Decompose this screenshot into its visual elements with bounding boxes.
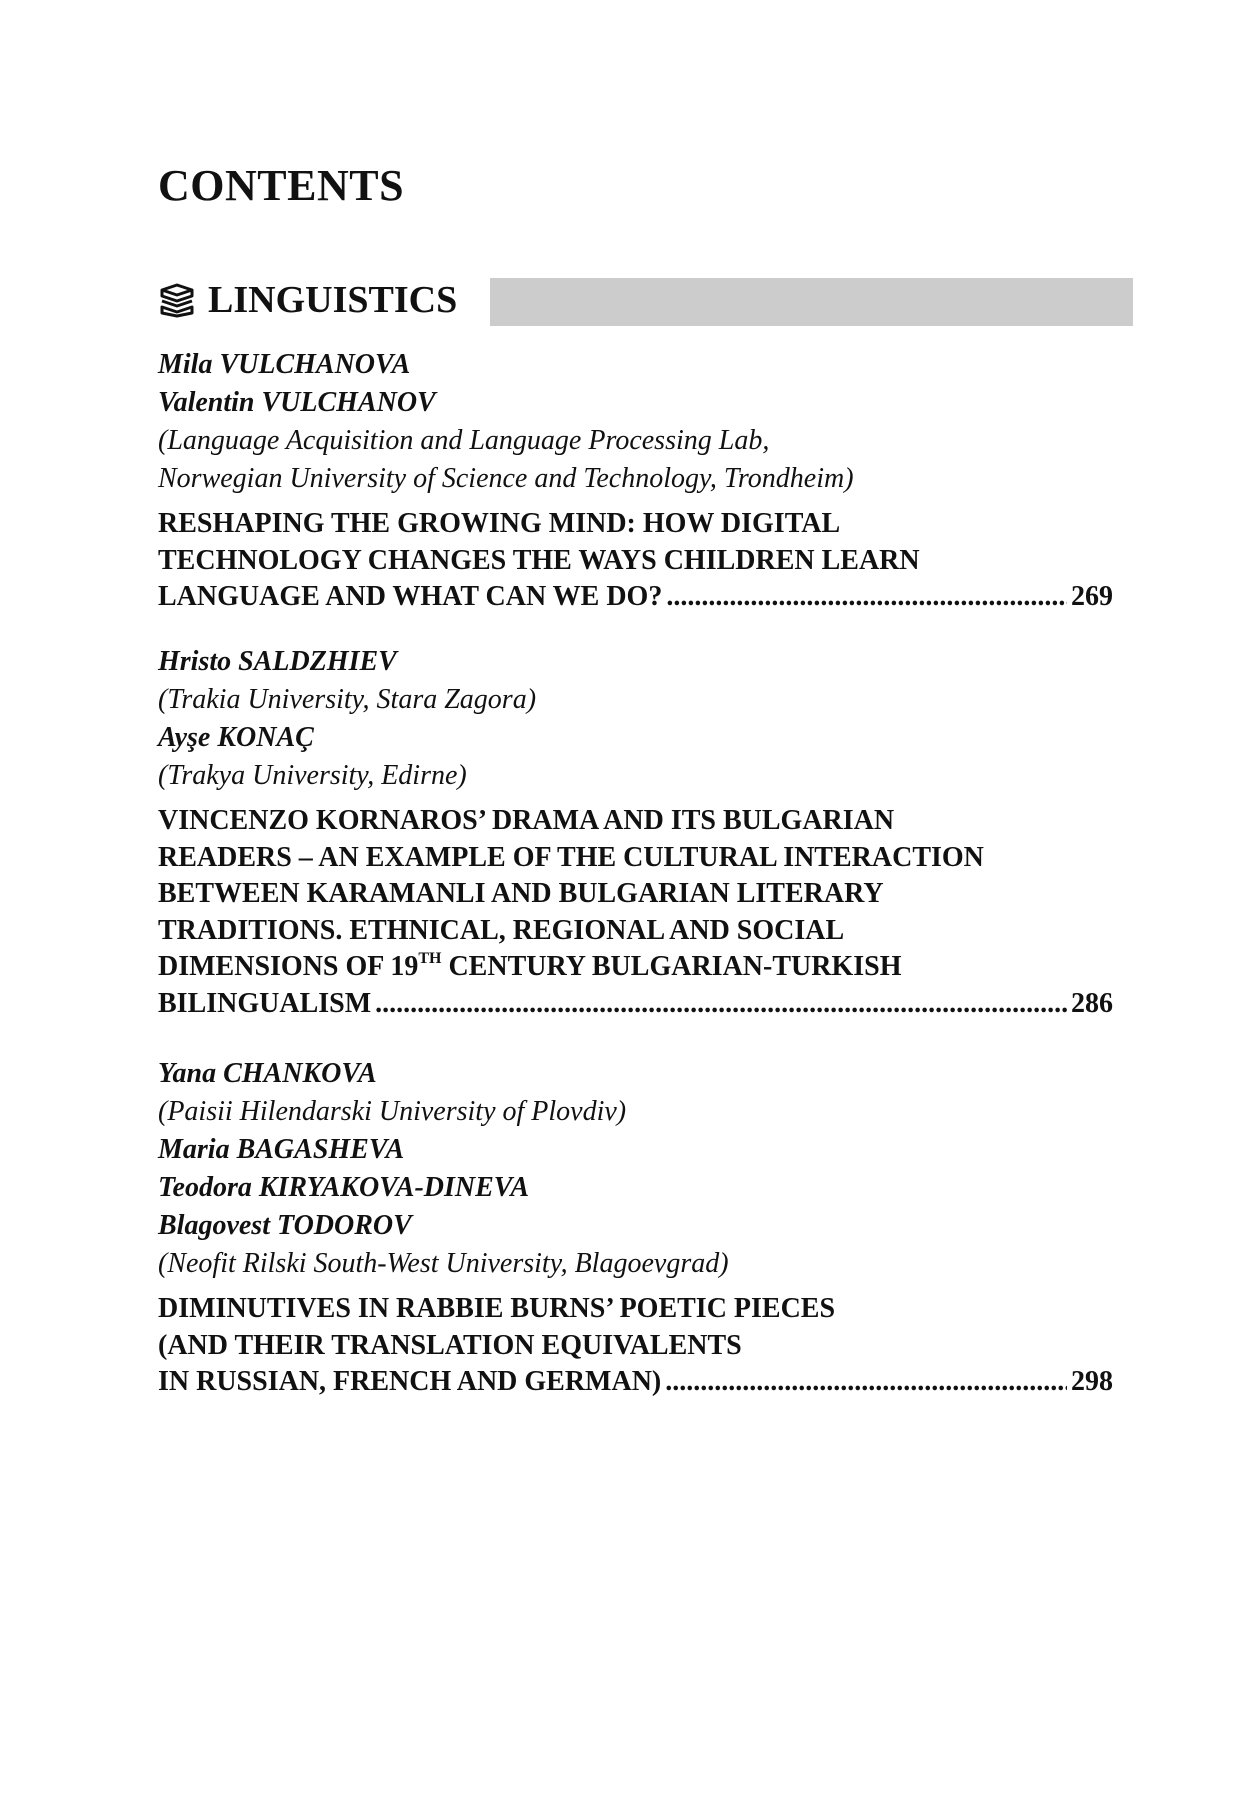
author-name: Hristo SALDZHIEV: [158, 646, 397, 677]
entry-title-last-line: [158, 579, 1113, 616]
page-number[interactable]: 269: [1071, 581, 1113, 612]
entry-title-line: LANGUAGE AND WHAT CAN WE DO?: [158, 581, 663, 612]
page-title: CONTENTS: [158, 161, 405, 210]
section-heading: [158, 276, 1133, 324]
toc-entry[interactable]: [158, 643, 1113, 1022]
affiliation: (Neofit Rilski South-West University, Blagoevgrad): [158, 1248, 729, 1279]
author-name: Ayşe KONAÇ: [158, 722, 314, 753]
book-stack-icon: [158, 282, 196, 318]
ordinal-superscript: TH: [418, 949, 442, 967]
dot-leader: [665, 1364, 1067, 1401]
section-label: LINGUISTICS: [208, 279, 458, 321]
entry-title-last-line: [158, 986, 1113, 1023]
affiliation: (Trakia University, Stara Zagora): [158, 684, 537, 715]
entry-title-line: TECHNOLOGY CHANGES THE WAYS CHILDREN LEARN: [158, 544, 920, 576]
entry-title-line: VINCENZO KORNAROS’ DRAMA AND ITS BULGARIAN: [158, 805, 895, 836]
entry-title-line: BETWEEN KARAMANLI AND BULGARIAN LITERARY: [158, 878, 884, 909]
author-name: Blagovest TODOROV: [158, 1210, 412, 1241]
affiliation: Norwegian University of Science and Technology, Trondheim): [158, 463, 854, 494]
affiliation: (Paisii Hilendarski University of Plovdiv): [158, 1096, 627, 1127]
author-name: Valentin VULCHANOV: [158, 387, 436, 418]
entry-title-line: BILINGUALISM: [158, 987, 372, 1019]
dot-leader: [666, 579, 1067, 616]
title-text: CENTURY BULGARIAN-TURKISH: [441, 951, 902, 982]
author-name: Yana CHANKOVA: [158, 1058, 377, 1089]
author-name: Mila VULCHANOVA: [158, 349, 411, 380]
entry-title-line: RESHAPING THE GROWING MIND: HOW DIGITAL: [158, 508, 841, 539]
dot-leader: [375, 986, 1067, 1023]
author-name: Teodora KIRYAKOVA-DINEVA: [158, 1172, 530, 1203]
section-divider-bar: [490, 278, 1133, 326]
title-text: DIMENSIONS OF 19: [158, 951, 419, 982]
entry-title-line: TRADITIONS. ETHNICAL, REGIONAL AND SOCIAL: [158, 914, 845, 946]
entry-title-last-line: [158, 1364, 1113, 1401]
page-number[interactable]: 298: [1071, 1366, 1113, 1397]
affiliation: (Trakya University, Edirne): [158, 760, 467, 791]
entry-title-line: [158, 949, 1113, 986]
toc-entry[interactable]: [158, 1055, 1113, 1401]
page-number[interactable]: 286: [1071, 987, 1113, 1019]
toc-entry[interactable]: [158, 346, 1113, 616]
entry-title-line: (AND THEIR TRANSLATION EQUIVALENTS: [158, 1329, 742, 1361]
affiliation: (Language Acquisition and Language Processing Lab,: [158, 425, 770, 456]
entry-title-line: READERS – AN EXAMPLE OF THE CULTURAL INTERACTION: [158, 841, 984, 873]
author-name: Maria BAGASHEVA: [158, 1134, 405, 1165]
entry-title-line: IN RUSSIAN, FRENCH AND GERMAN): [158, 1366, 662, 1397]
entry-title-line: DIMINUTIVES IN RABBIE BURNS’ POETIC PIECES: [158, 1293, 836, 1324]
